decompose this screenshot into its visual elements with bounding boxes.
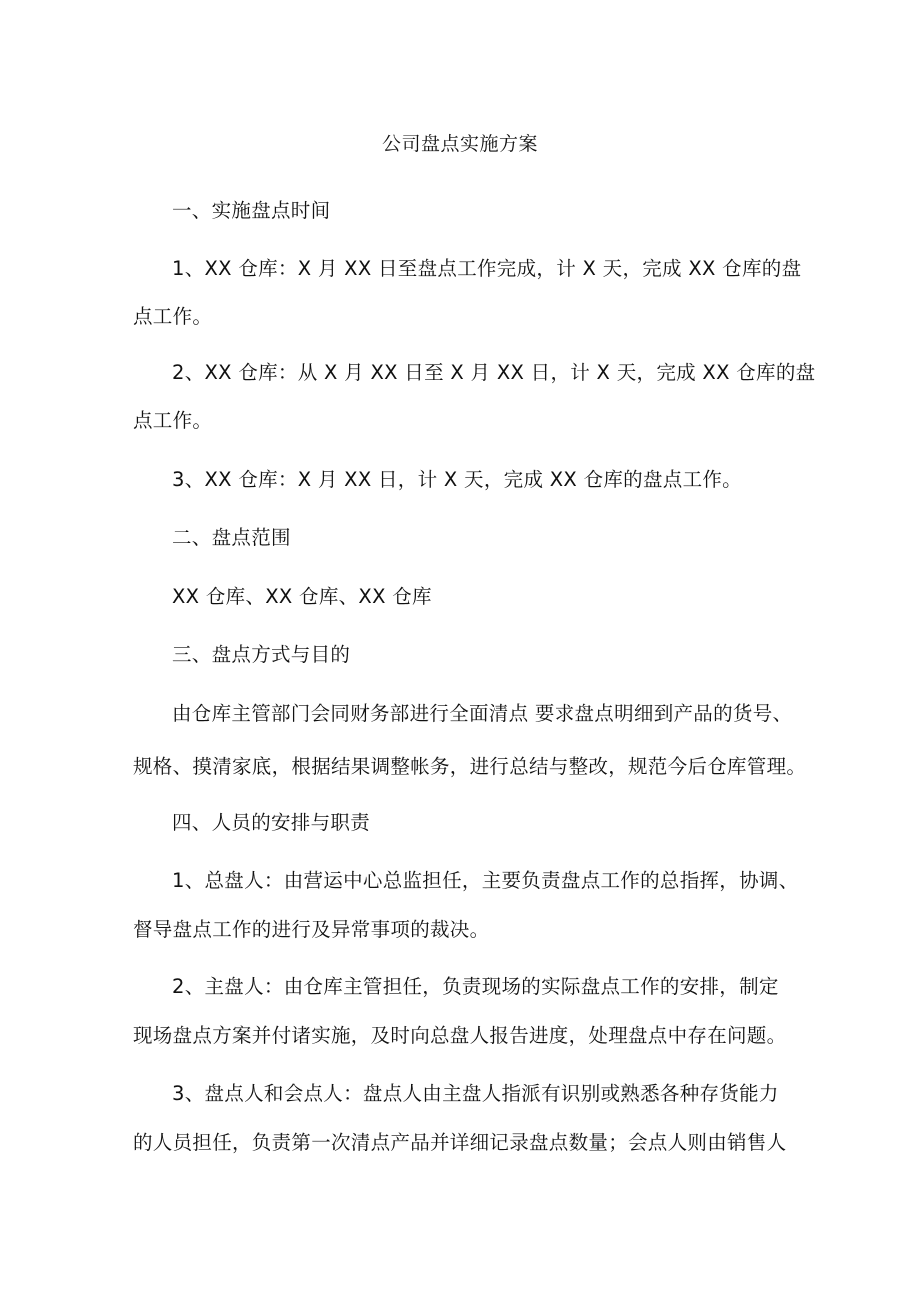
- paragraph-line: 规格、摸清家底，根据结果调整帐务，进行总结与整改，规范今后仓库管理。: [133, 755, 807, 778]
- section-heading-4: 四、人员的安排与职责: [172, 811, 371, 834]
- paragraph-line: XX 仓库、XX 仓库、XX 仓库: [172, 585, 432, 608]
- paragraph-line: 2、XX 仓库：从 X 月 XX 日至 X 月 XX 日，计 X 天，完成 XX 仓库的盘: [172, 361, 816, 384]
- paragraph-line: 1、XX 仓库：X 月 XX 日至盘点工作完成，计 X 天，完成 XX 仓库的盘: [172, 257, 802, 280]
- section-heading-2: 二、盘点范围: [172, 526, 291, 549]
- section-heading-3: 三、盘点方式与目的: [172, 643, 351, 666]
- paragraph-line: 1、总盘人：由营运中心总监担任，主要负责盘点工作的总指挥，协调、: [172, 869, 799, 892]
- paragraph-line: 3、盘点人和会点人：盘点人由主盘人指派有识别或熟悉各种存货能力: [172, 1082, 779, 1105]
- paragraph-line: 现场盘点方案并付诸实施，及时向总盘人报告进度，处理盘点中存在问题。: [133, 1024, 787, 1047]
- paragraph-line: 2、主盘人：由仓库主管担任，负责现场的实际盘点工作的安排，制定: [172, 975, 779, 998]
- paragraph-line: 督导盘点工作的进行及异常事项的裁决。: [133, 918, 490, 941]
- paragraph-line: 由仓库主管部门会同财务部进行全面清点 要求盘点明细到产品的货号、: [172, 702, 793, 725]
- paragraph-line: 点工作。: [133, 305, 213, 328]
- document-title: 公司盘点实施方案: [381, 133, 538, 155]
- paragraph-line: 3、XX 仓库：X 月 XX 日，计 X 天，完成 XX 仓库的盘点工作。: [172, 468, 742, 491]
- paragraph-line: 的人员担任，负责第一次清点产品并详细记录盘点数量；会点人则由销售人: [133, 1131, 787, 1154]
- section-heading-1: 一、实施盘点时间: [172, 199, 331, 222]
- paragraph-line: 点工作。: [133, 409, 213, 432]
